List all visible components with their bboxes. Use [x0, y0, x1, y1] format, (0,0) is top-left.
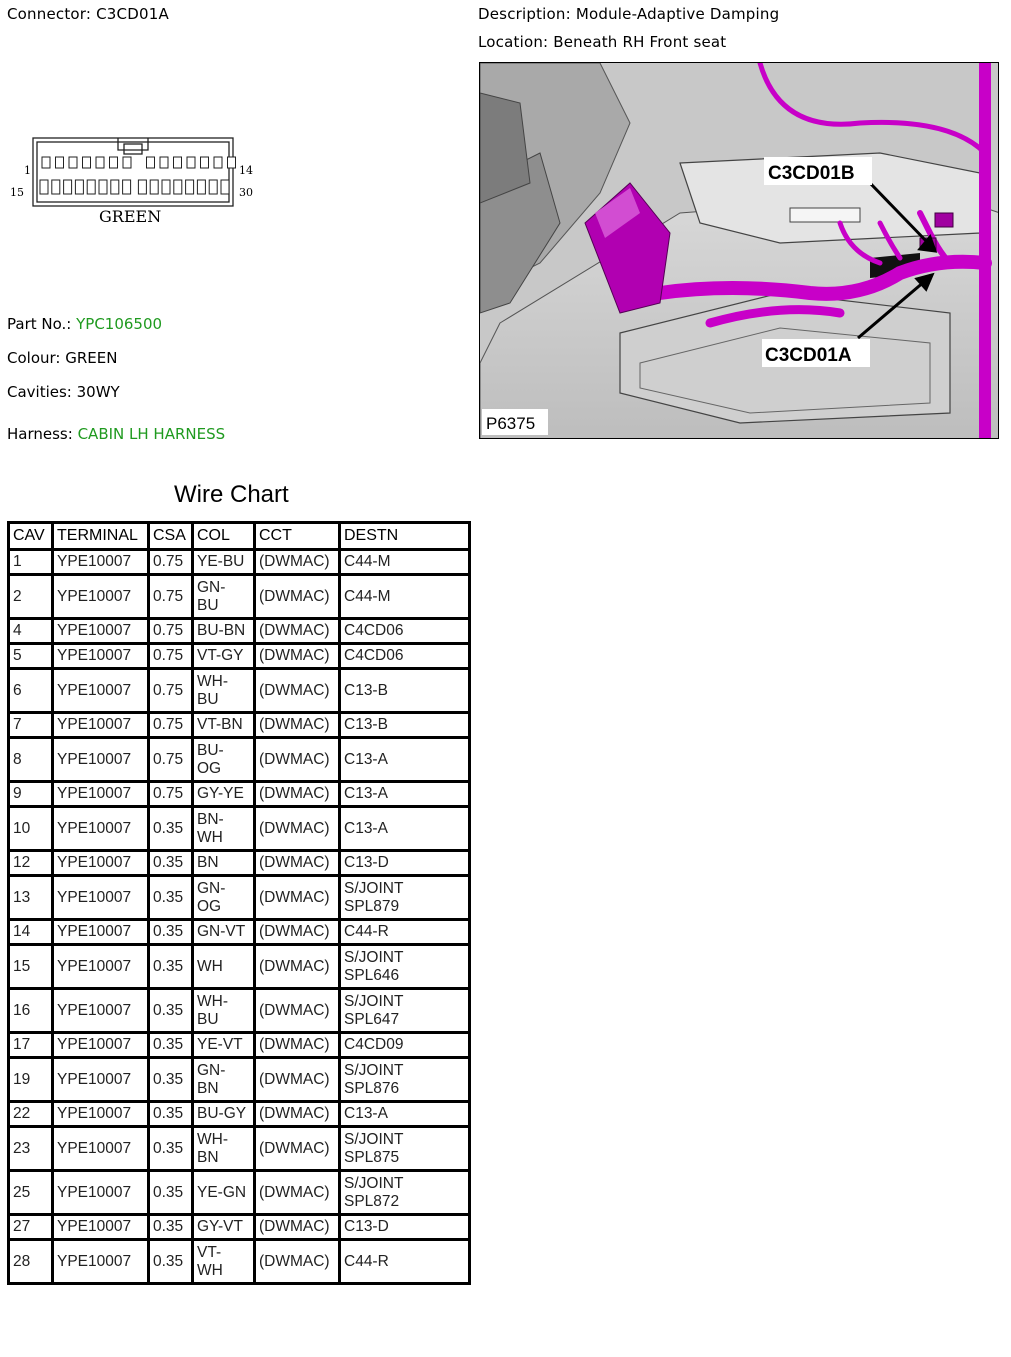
cell-cct: (DWMAC) [255, 807, 340, 851]
cavity-bottom-15 [40, 180, 48, 194]
cell-terminal: YPE10007 [53, 851, 149, 876]
wire-chart-header-row [9, 523, 470, 550]
cell-cav: 23 [9, 1127, 53, 1171]
cell-terminal: YPE10007 [53, 738, 149, 782]
cell-cct: (DWMAC) [255, 1033, 340, 1058]
table-row [9, 713, 470, 738]
cell-destn: S/JOINT SPL872 [340, 1171, 470, 1215]
cell-terminal: YPE10007 [53, 945, 149, 989]
pin-label-14: 14 [239, 164, 253, 177]
cell-csa: 0.75 [149, 713, 193, 738]
table-row [9, 619, 470, 644]
cell-csa: 0.75 [149, 619, 193, 644]
cell-cav: 13 [9, 876, 53, 920]
cell-cct: (DWMAC) [255, 1127, 340, 1171]
table-row [9, 1127, 470, 1171]
cell-cav: 14 [9, 920, 53, 945]
cell-csa: 0.75 [149, 669, 193, 713]
cell-cct: (DWMAC) [255, 876, 340, 920]
cavities-label: Cavities: [7, 383, 72, 401]
floor-pan-drawing [480, 63, 999, 439]
cavity-bottom-25 [162, 180, 170, 194]
cell-destn: C4CD06 [340, 619, 470, 644]
cavity-top-9 [160, 157, 168, 168]
cell-cav: 17 [9, 1033, 53, 1058]
cell-destn: C13-A [340, 1102, 470, 1127]
cell-cct: (DWMAC) [255, 1058, 340, 1102]
cell-terminal: YPE10007 [53, 1171, 149, 1215]
cell-col: VT-GY [193, 644, 255, 669]
cell-cct: (DWMAC) [255, 550, 340, 575]
cavity-top-1 [42, 157, 50, 168]
connector-color-label: GREEN [99, 207, 162, 226]
cell-csa: 0.35 [149, 876, 193, 920]
cell-csa: 0.35 [149, 1058, 193, 1102]
cell-destn: S/JOINT SPL646 [340, 945, 470, 989]
cell-terminal: YPE10007 [53, 550, 149, 575]
cell-col: YE-BU [193, 550, 255, 575]
cell-csa: 0.35 [149, 1033, 193, 1058]
col-header-cct: CCT [255, 523, 340, 550]
cavity-top-5 [96, 157, 104, 168]
pin-label-30: 30 [239, 186, 253, 199]
cell-cct: (DWMAC) [255, 1215, 340, 1240]
cell-terminal: YPE10007 [53, 876, 149, 920]
cell-destn: C13-D [340, 851, 470, 876]
cell-cav: 19 [9, 1058, 53, 1102]
cell-col: VT- WH [193, 1240, 255, 1284]
cell-cct: (DWMAC) [255, 945, 340, 989]
cavity-bottom-16 [52, 180, 60, 194]
cell-destn: C13-B [340, 669, 470, 713]
cell-col: BU-GY [193, 1102, 255, 1127]
cell-csa: 0.35 [149, 945, 193, 989]
cell-destn: C44-M [340, 550, 470, 575]
cell-csa: 0.35 [149, 851, 193, 876]
cell-col: WH- BU [193, 989, 255, 1033]
cell-terminal: YPE10007 [53, 1033, 149, 1058]
cell-cav: 22 [9, 1102, 53, 1127]
cell-cav: 25 [9, 1171, 53, 1215]
cell-terminal: YPE10007 [53, 1240, 149, 1284]
cell-cct: (DWMAC) [255, 575, 340, 619]
table-row [9, 989, 470, 1033]
cell-cct: (DWMAC) [255, 644, 340, 669]
cell-csa: 0.35 [149, 1102, 193, 1127]
pin-label-15: 15 [10, 186, 24, 199]
cell-cct: (DWMAC) [255, 669, 340, 713]
cavity-top-4 [83, 157, 91, 168]
cell-cav: 9 [9, 782, 53, 807]
table-row [9, 782, 470, 807]
cavities-line [7, 383, 120, 401]
cavity-bottom-21 [111, 180, 119, 194]
cell-csa: 0.35 [149, 920, 193, 945]
cell-cav: 15 [9, 945, 53, 989]
callout-c3cd01b: C3CD01B [768, 163, 855, 184]
table-row [9, 550, 470, 575]
cell-col: BN- WH [193, 807, 255, 851]
cavity-bottom-20 [99, 180, 107, 194]
cell-csa: 0.35 [149, 989, 193, 1033]
cell-cct: (DWMAC) [255, 920, 340, 945]
cell-destn: C13-B [340, 713, 470, 738]
cell-cct: (DWMAC) [255, 1171, 340, 1215]
part-number-label: Part No.: [7, 315, 72, 333]
cavity-top-11 [187, 157, 195, 168]
harness-line [7, 425, 225, 443]
location-value: Beneath RH Front seat [553, 33, 727, 51]
cell-destn: C13-A [340, 738, 470, 782]
location-line [478, 33, 726, 51]
cell-csa: 0.75 [149, 738, 193, 782]
cell-col: GN- OG [193, 876, 255, 920]
cavity-bottom-27 [186, 180, 194, 194]
part-number-line [7, 315, 162, 333]
table-row [9, 807, 470, 851]
cavity-top-2 [56, 157, 64, 168]
cavities-value: 30WY [76, 383, 120, 401]
cavity-bottom-19 [87, 180, 95, 194]
colour-label: Colour: [7, 349, 61, 367]
cell-cav: 28 [9, 1240, 53, 1284]
cell-col: VT-BN [193, 713, 255, 738]
cell-cav: 6 [9, 669, 53, 713]
cell-csa: 0.35 [149, 807, 193, 851]
cell-col: BN [193, 851, 255, 876]
pin-label-1: 1 [24, 164, 31, 177]
cell-destn: S/JOINT SPL876 [340, 1058, 470, 1102]
cell-cav: 27 [9, 1215, 53, 1240]
cell-cct: (DWMAC) [255, 782, 340, 807]
table-row [9, 1240, 470, 1284]
cell-col: GY-VT [193, 1215, 255, 1240]
cell-terminal: YPE10007 [53, 575, 149, 619]
part-number-value[interactable]: YPC106500 [76, 315, 163, 333]
location-label: Location: [478, 33, 549, 51]
connector-label: Connector: [7, 5, 92, 23]
harness-value[interactable]: CABIN LH HARNESS [77, 425, 226, 443]
cell-terminal: YPE10007 [53, 1102, 149, 1127]
col-header-col: COL [193, 523, 255, 550]
cell-cav: 16 [9, 989, 53, 1033]
photo-reference: P6375 [486, 414, 536, 433]
cell-cct: (DWMAC) [255, 738, 340, 782]
cell-col: YE-GN [193, 1171, 255, 1215]
cell-cct: (DWMAC) [255, 851, 340, 876]
cell-terminal: YPE10007 [53, 782, 149, 807]
cell-destn: S/JOINT SPL879 [340, 876, 470, 920]
col-header-cav: CAV [9, 523, 53, 550]
cavity-top-8 [147, 157, 155, 168]
table-row [9, 669, 470, 713]
cell-cav: 8 [9, 738, 53, 782]
cavity-bottom-29 [209, 180, 217, 194]
cell-col: BU- OG [193, 738, 255, 782]
cavity-top-10 [174, 157, 182, 168]
cavity-top-13 [214, 157, 222, 168]
cell-col: YE-VT [193, 1033, 255, 1058]
col-header-csa: CSA [149, 523, 193, 550]
table-row [9, 1102, 470, 1127]
cell-destn: C4CD09 [340, 1033, 470, 1058]
table-row [9, 1033, 470, 1058]
harness-label: Harness: [7, 425, 73, 443]
cavity-bottom-22 [123, 180, 131, 194]
cell-terminal: YPE10007 [53, 989, 149, 1033]
cell-terminal: YPE10007 [53, 713, 149, 738]
cell-col: GN-VT [193, 920, 255, 945]
cell-col: WH [193, 945, 255, 989]
cell-cav: 2 [9, 575, 53, 619]
cavity-bottom-17 [64, 180, 72, 194]
cell-col: WH- BU [193, 669, 255, 713]
cell-csa: 0.75 [149, 644, 193, 669]
table-row [9, 575, 470, 619]
cell-cct: (DWMAC) [255, 619, 340, 644]
table-row [9, 738, 470, 782]
cell-destn: C44-R [340, 1240, 470, 1284]
cavity-bottom-23 [138, 180, 146, 194]
cell-destn: C13-A [340, 807, 470, 851]
cell-col: WH- BN [193, 1127, 255, 1171]
cell-cct: (DWMAC) [255, 1240, 340, 1284]
cell-terminal: YPE10007 [53, 807, 149, 851]
connector-value: C3CD01A [96, 5, 169, 23]
cell-cct: (DWMAC) [255, 1102, 340, 1127]
cell-terminal: YPE10007 [53, 920, 149, 945]
cell-cct: (DWMAC) [255, 989, 340, 1033]
cell-cav: 12 [9, 851, 53, 876]
cavity-bottom-28 [197, 180, 205, 194]
cell-csa: 0.35 [149, 1240, 193, 1284]
table-row [9, 1171, 470, 1215]
cell-csa: 0.35 [149, 1127, 193, 1171]
table-row [9, 644, 470, 669]
cell-terminal: YPE10007 [53, 619, 149, 644]
cell-cav: 7 [9, 713, 53, 738]
table-row [9, 945, 470, 989]
cell-csa: 0.35 [149, 1215, 193, 1240]
location-illustration [479, 62, 999, 439]
cell-terminal: YPE10007 [53, 1058, 149, 1102]
cavity-top-7 [123, 157, 131, 168]
cavity-bottom-18 [75, 180, 83, 194]
cell-cav: 10 [9, 807, 53, 851]
cell-destn: C13-D [340, 1215, 470, 1240]
table-row [9, 920, 470, 945]
cell-cav: 4 [9, 619, 53, 644]
table-row [9, 1058, 470, 1102]
cell-destn: S/JOINT SPL875 [340, 1127, 470, 1171]
table-row [9, 1215, 470, 1240]
cavity-top-14 [228, 157, 236, 168]
wire-chart-table [7, 521, 471, 1285]
connector-face-diagram [10, 130, 260, 230]
cell-col: GN- BN [193, 1058, 255, 1102]
cavity-bottom-24 [150, 180, 158, 194]
cell-terminal: YPE10007 [53, 1215, 149, 1240]
cell-csa: 0.35 [149, 1171, 193, 1215]
cell-cav: 5 [9, 644, 53, 669]
cell-csa: 0.75 [149, 575, 193, 619]
table-row [9, 876, 470, 920]
cavity-bottom-30 [221, 180, 229, 194]
cell-csa: 0.75 [149, 550, 193, 575]
cell-destn: C44-R [340, 920, 470, 945]
cell-cct: (DWMAC) [255, 713, 340, 738]
cavity-top-12 [201, 157, 209, 168]
cell-cav: 1 [9, 550, 53, 575]
cell-col: GN- BU [193, 575, 255, 619]
cell-terminal: YPE10007 [53, 669, 149, 713]
connector-line [7, 5, 169, 23]
colour-line [7, 349, 117, 367]
cavity-bottom-26 [174, 180, 182, 194]
col-header-terminal: TERMINAL [53, 523, 149, 550]
col-header-destn: DESTN [340, 523, 470, 550]
description-label: Description: [478, 5, 571, 23]
table-row [9, 851, 470, 876]
callout-c3cd01a: C3CD01A [765, 345, 852, 366]
cell-terminal: YPE10007 [53, 644, 149, 669]
cell-col: BU-BN [193, 619, 255, 644]
cell-destn: C4CD06 [340, 644, 470, 669]
cell-col: GY-YE [193, 782, 255, 807]
cavity-top-3 [69, 157, 77, 168]
description-value: Module-Adaptive Damping [575, 5, 780, 23]
cell-terminal: YPE10007 [53, 1127, 149, 1171]
cell-destn: S/JOINT SPL647 [340, 989, 470, 1033]
cavity-top-6 [110, 157, 118, 168]
cell-destn: C44-M [340, 575, 470, 619]
cell-destn: C13-A [340, 782, 470, 807]
cell-csa: 0.75 [149, 782, 193, 807]
description-line [478, 5, 779, 23]
colour-value: GREEN [65, 349, 118, 367]
wire-chart-title: Wire Chart [174, 481, 289, 508]
